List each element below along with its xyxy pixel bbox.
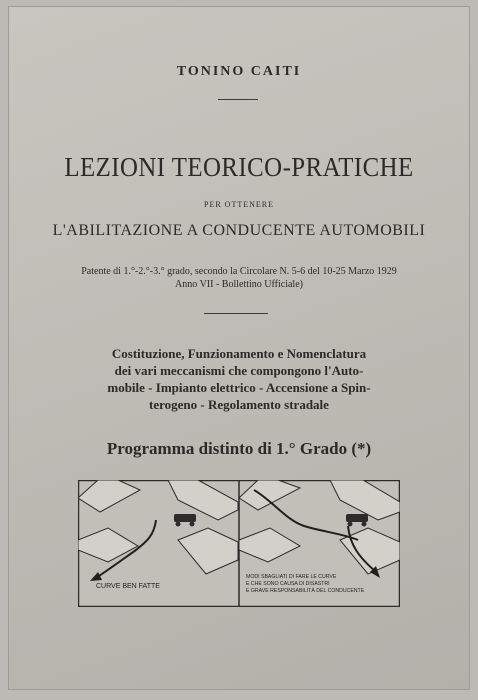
- per-ottenere-label: PER OTTENERE: [204, 200, 274, 209]
- contents-description: [0, 345, 478, 413]
- curves-illustration: [78, 480, 400, 607]
- divider-top: [218, 99, 258, 100]
- bollettino-note: Anno VII - Bollettino Ufficiale): [175, 279, 303, 290]
- author-name: TONINO CAITI: [176, 64, 302, 79]
- description-line: terogeno - Regolamento stradale: [149, 397, 329, 412]
- patente-note: Patente di 1.°-2.°-3.° grado, secondo la Circolare N. 5-6 del 10-25 Marzo 1929: [81, 266, 397, 277]
- description-line: mobile - Impianto elettrico - Accensione a Spin-: [107, 380, 371, 395]
- description-line: Costituzione, Funzionamento e Nomenclatura: [111, 346, 367, 361]
- right-caption-line: E CHE SONO CAUSA DI DISASTRI: [246, 581, 330, 587]
- description-line: dei vari meccanismi che compongono l'Auto-: [114, 363, 364, 378]
- divider-middle: [204, 313, 268, 314]
- programma-heading: Programma distinto di 1.° Grado (*): [106, 439, 372, 458]
- subtitle: L'ABILITAZIONE A CONDUCENTE AUTOMOBILI: [52, 222, 426, 239]
- main-title: LEZIONI TEORICO-PRATICHE: [64, 152, 414, 182]
- right-caption-line: E GRAVE RESPONSABILITÀ DEL CONDUCENTE: [246, 588, 365, 594]
- right-caption-line: MODI SBAGLIATI DI FARE LE CURVE: [246, 574, 337, 580]
- left-caption: CURVE BEN FATTE: [96, 583, 160, 590]
